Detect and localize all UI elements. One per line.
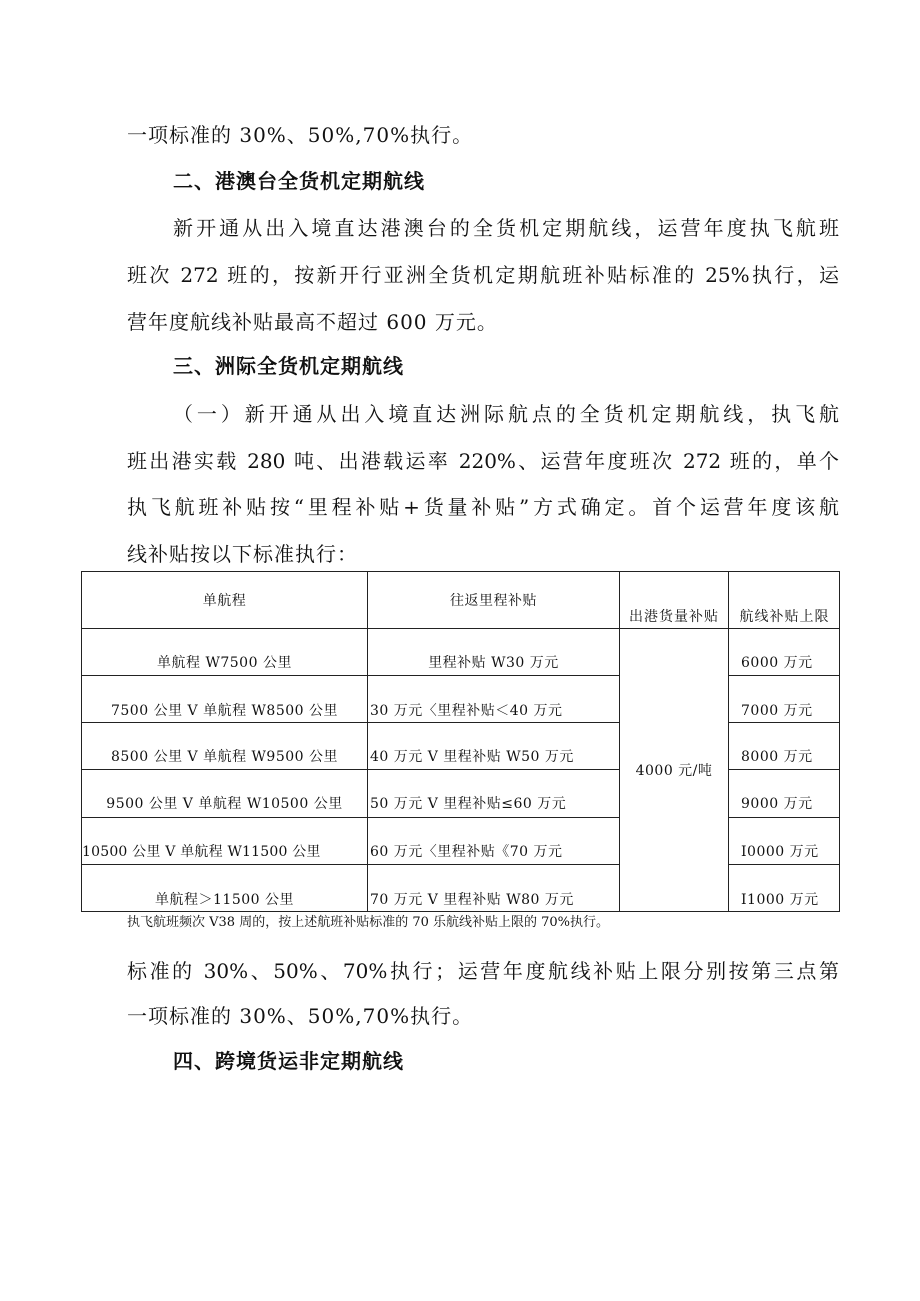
text-line: 班出港实载 280 吨、出港载运率 220%、运营年度班次 272 班的，单个 bbox=[127, 449, 839, 473]
table-cell-cap: 7000 万元 bbox=[728, 675, 840, 722]
section-heading-4: 四、跨境货运非定期航线 bbox=[173, 1049, 404, 1073]
section-heading-3: 三、洲际全货机定期航线 bbox=[173, 354, 404, 378]
table-cell-cap: I0000 万元 bbox=[728, 817, 840, 864]
table-cell-range: 10500 公里 V 单航程 W11500 公里 bbox=[81, 817, 367, 864]
table-cell-cap: I1000 万元 bbox=[728, 864, 840, 912]
section-heading-2: 二、港澳台全货机定期航线 bbox=[173, 169, 425, 193]
text-line: 新开通从出入境直达港澳台的全货机定期航线，运营年度执飞航班 bbox=[173, 216, 839, 240]
table-cell-mileage: 30 万元〈里程补贴＜40 万元 bbox=[367, 675, 619, 722]
table-cell-range: 单航程 W7500 公里 bbox=[81, 628, 367, 675]
table-header-cargo: 出港货量补贴 bbox=[619, 571, 728, 628]
text-line: 一项标准的 30%、50%,70%执行。 bbox=[127, 1004, 474, 1028]
text-line: 执飞航班补贴按“里程补贴+货量补贴”方式确定。首个运营年度该航 bbox=[127, 495, 839, 519]
table-cell-cargo: 4000 元/吨 bbox=[619, 628, 728, 912]
table-cell-mileage: 40 万元 V 里程补贴 W50 万元 bbox=[367, 722, 619, 769]
table-cell-mileage: 50 万元 V 里程补贴≤60 万元 bbox=[367, 769, 619, 817]
table-header-range: 单航程 bbox=[81, 571, 367, 628]
table-note: 执飞航班频次 V38 周的，按上述航班补贴标准的 70 乐航线补贴上限的 70%执行。 bbox=[127, 915, 610, 930]
text-line: 营年度航线补贴最高不超过 600 万元。 bbox=[127, 310, 498, 334]
table-cell-range: 单航程＞11500 公里 bbox=[81, 864, 367, 912]
table-cell-cap: 6000 万元 bbox=[728, 628, 840, 675]
text-line: 一项标准的 30%、50%,70%执行。 bbox=[127, 123, 474, 147]
text-line: 班次 272 班的，按新开行亚洲全货机定期航班补贴标准的 25%执行，运 bbox=[127, 263, 839, 287]
table-header-cap: 航线补贴上限 bbox=[728, 571, 840, 628]
subsidy-table bbox=[81, 571, 840, 912]
table-cell-range: 9500 公里 V 单航程 W10500 公里 bbox=[81, 769, 367, 817]
text-line: 线补贴按以下标准执行： bbox=[127, 542, 358, 566]
table-cell-mileage: 70 万元 V 里程补贴 W80 万元 bbox=[367, 864, 619, 912]
text-line: 标准的 30%、50%、70%执行；运营年度航线补贴上限分别按第三点第 bbox=[127, 959, 839, 983]
table-cell-mileage: 里程补贴 W30 万元 bbox=[367, 628, 619, 675]
text-line: （一）新开通从出入境直达洲际航点的全货机定期航线，执飞航 bbox=[173, 402, 839, 426]
table-cell-range: 7500 公里 V 单航程 W8500 公里 bbox=[81, 675, 367, 722]
table-cell-cap: 8000 万元 bbox=[728, 722, 840, 769]
table-header-mileage: 往返里程补贴 bbox=[367, 571, 619, 628]
table-cell-cap: 9000 万元 bbox=[728, 769, 840, 817]
table-cell-mileage: 60 万元〈里程补贴《70 万元 bbox=[367, 817, 619, 864]
table-cell-range: 8500 公里 V 单航程 W9500 公里 bbox=[81, 722, 367, 769]
